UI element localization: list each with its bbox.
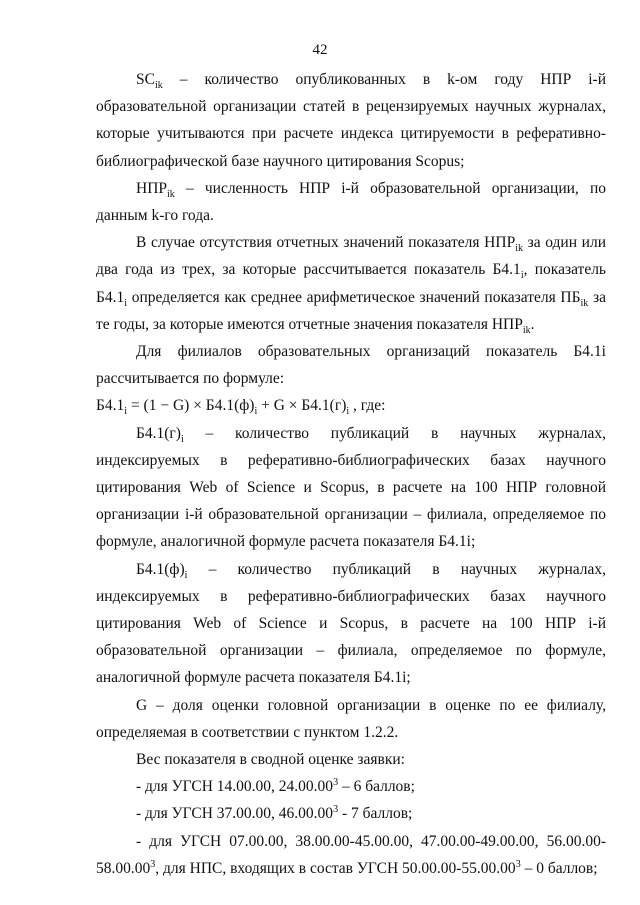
subscript: ik	[522, 324, 531, 336]
footnote-mark: 3	[150, 858, 156, 870]
term-subscript: i	[184, 569, 188, 581]
formula-subscript: i	[254, 406, 258, 418]
formula-part: + G × Б4.1(г)	[257, 397, 347, 415]
paragraph-npr-definition	[96, 175, 606, 229]
definition-text: – количество публикаций в научных журналах, индексируемых в реферативно-библиографических базах научного цитирования Web of Science и Scopus, в расчете на 100 НПР i-й образовательной организации – филиала, определяемое по формуле, аналогичной формуле расчета показателя Б4.1i;	[96, 560, 606, 687]
text-run: – 0 баллов;	[520, 859, 598, 877]
text-run: , для НПС, входящих в состав УГСН 50.00.00-55.00.00	[155, 859, 516, 877]
subscript: ik	[580, 297, 589, 309]
weight-item	[96, 828, 606, 882]
text-run: В случае отсутствия отчетных значений показателя НПР	[136, 234, 516, 252]
text-run: определяется как среднее арифметическое значений показателя ПБ	[127, 288, 581, 306]
term-subscript: ik	[167, 188, 175, 200]
formula-part: Б4.1	[96, 397, 125, 415]
formula-part: = (1 − G) × Б4.1(ф)	[127, 397, 255, 415]
text-run: за один или два года из трех, за которые рассчитывается показатель Б4.1	[96, 234, 606, 279]
term-subscript: ik	[154, 80, 163, 92]
term: Б4.1(ф)	[136, 560, 185, 578]
text-run: за те годы, за которые имеются отчетные значения показателя НПР	[96, 288, 606, 333]
definition-text: – количество опубликованных в k-ом году НПР i-й образовательной организации статей в рецензируемых научных журналах, которые учитываются при расчете индекса цитируемости в реферативно-библиографической базе научного цитирования Scopus;	[96, 71, 606, 170]
text-run: - 7 баллов;	[338, 805, 413, 823]
body-text	[96, 66, 606, 882]
text-run: – 6 баллов;	[338, 778, 415, 796]
weight-item	[96, 800, 606, 827]
page-number: 42	[312, 42, 328, 58]
text-run: - для УГСН 37.00.00, 46.00.00	[136, 805, 334, 823]
paragraph-b41-f-definition	[96, 556, 606, 692]
term-subscript: i	[180, 433, 184, 445]
term: SC	[136, 71, 155, 88]
paragraph-missing-values	[96, 229, 606, 338]
formula-subscript: i	[346, 406, 350, 418]
weight-item	[96, 773, 606, 800]
text-run: .	[530, 315, 535, 333]
subscript: i	[124, 297, 128, 309]
text-run: - для УГСН 14.00.00, 24.00.00	[136, 778, 334, 796]
subscript: ik	[515, 243, 523, 255]
footnote-mark: 3	[515, 858, 521, 870]
paragraph-sc-definition	[96, 66, 606, 175]
paragraph-weight-heading: Вес показателя в сводной оценке заявки:	[136, 751, 405, 769]
definition-text: – численность НПР i-й образовательной организации, по данным k-го года.	[96, 179, 606, 225]
definition-text: – количество публикаций в научных журналах, индексируемых в реферативно-библиографических базах научного цитирования Web of Science и Scopus, в расчете на 100 НПР головной организации i-й образовательной организации – филиала, определяемое по формуле, аналогичной формуле расчета показателя Б4.1i;	[96, 424, 606, 551]
formula	[96, 392, 606, 419]
text-run: - для УГСН 07.00.00, 38.00.00-45.00.00, 47.00.00-49.00.00, 56.00.00-58.00.00	[96, 832, 606, 877]
term: НПР	[136, 179, 168, 197]
paragraph-b41-g-definition	[96, 420, 606, 556]
formula-part: , где:	[349, 397, 386, 415]
footnote-mark: 3	[333, 777, 339, 789]
paragraph-g-definition: G – доля оценки головной организации в оценке по ее филиалу, определяемая в соответствии с пунктом 1.2.2.	[96, 696, 606, 741]
paragraph-branches: Для филиалов образовательных организаций показатель Б4.1i рассчитывается по формуле:	[96, 343, 606, 388]
subscript: i	[520, 270, 524, 282]
footnote-mark: 3	[333, 804, 339, 816]
text-run: , показатель Б4.1	[96, 261, 607, 306]
formula-subscript: i	[124, 406, 128, 418]
term: Б4.1(г)	[136, 424, 181, 442]
